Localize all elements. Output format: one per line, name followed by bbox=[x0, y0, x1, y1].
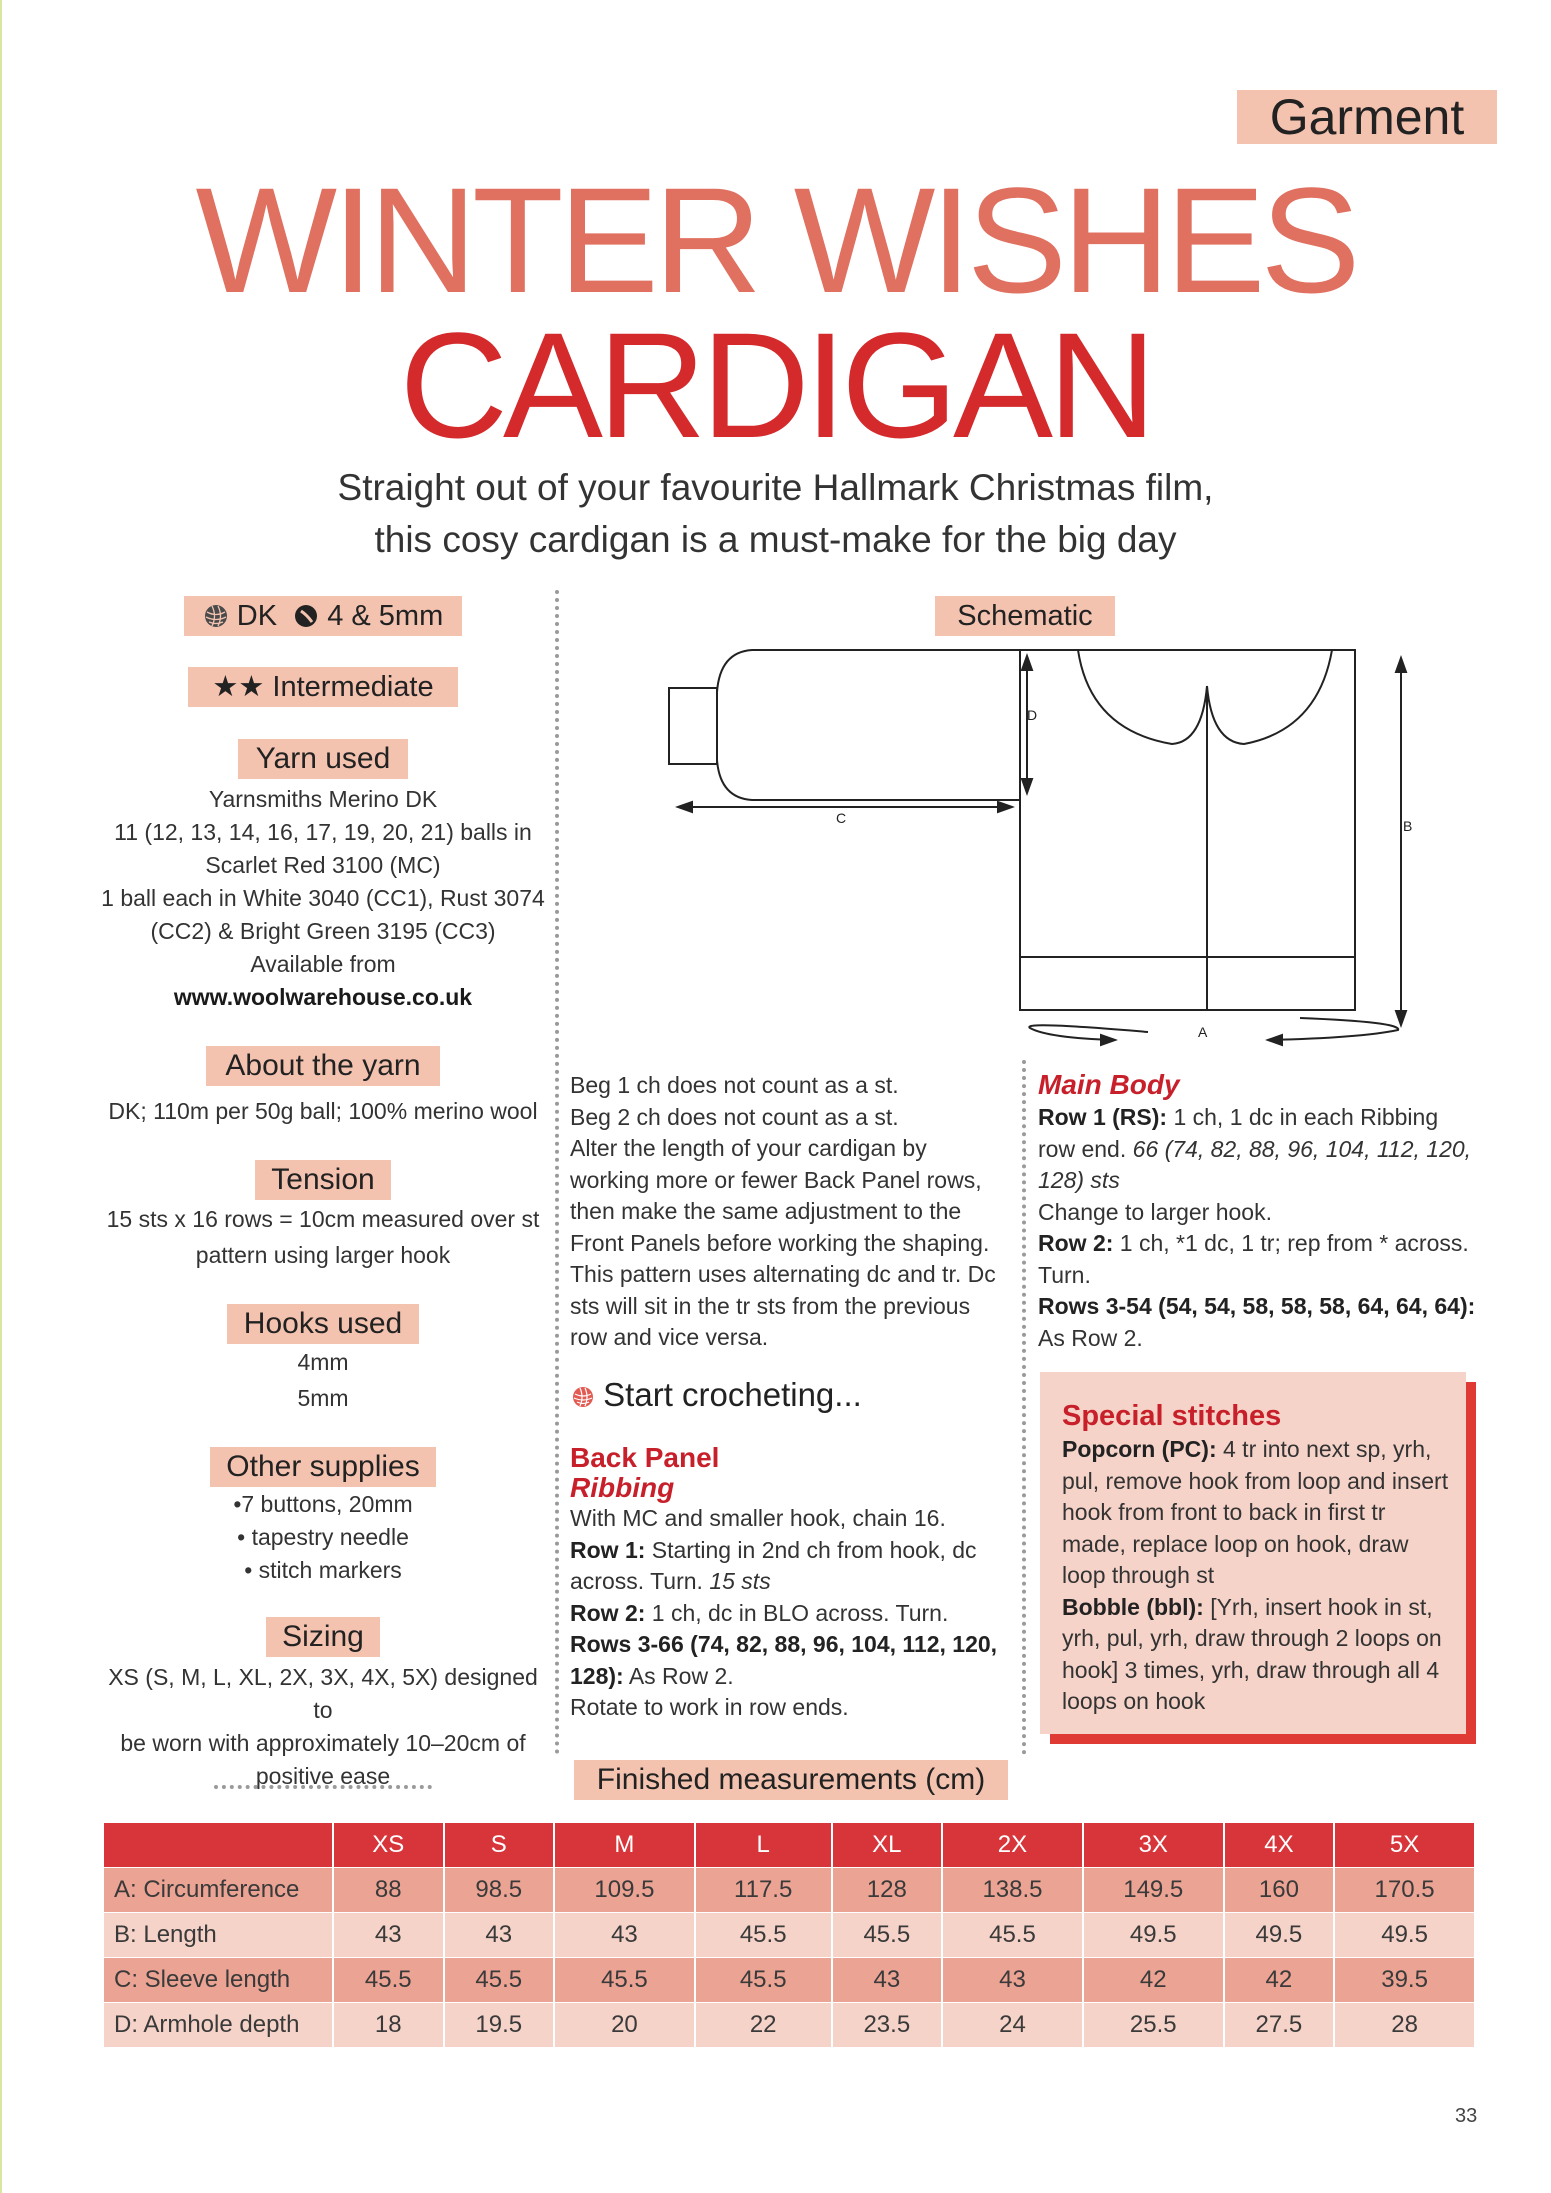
about-yarn-heading: About the yarn bbox=[206, 1046, 440, 1086]
label-a: A bbox=[1198, 1024, 1208, 1040]
main-body-column bbox=[1038, 1068, 1478, 1354]
page-title-line2: CARDIGAN bbox=[399, 301, 1152, 469]
label-b: B bbox=[1403, 818, 1413, 834]
table-cell: 88 bbox=[333, 1868, 444, 1913]
table-cell: 170.5 bbox=[1334, 1868, 1475, 1913]
ribbing-rows3 bbox=[570, 1629, 1010, 1692]
sizing-line: positive ease bbox=[255, 1763, 391, 1789]
note-line: This pattern uses alternating dc and tr. Dc sts will sit in the tr sts from the previous row and vice versa. bbox=[570, 1261, 996, 1350]
table-cell: 109.5 bbox=[554, 1868, 695, 1913]
label-d: D bbox=[1027, 707, 1038, 723]
page-number: 33 bbox=[1455, 2105, 1478, 2127]
size-header: XL bbox=[832, 1823, 943, 1868]
table-cell: 39.5 bbox=[1334, 1958, 1475, 2003]
row-label: D: Armhole depth bbox=[104, 2003, 333, 2048]
hooks-text bbox=[96, 1344, 550, 1416]
row-label: Row 2: bbox=[1038, 1230, 1114, 1256]
table-cell: 22 bbox=[695, 2003, 832, 2048]
note-line: Alter the length of your cardigan by working more or fewer Back Panel rows, then make the same adjustment to the Front Panels before working the shaping. bbox=[570, 1135, 990, 1256]
yarn-line: 1 ball each in White 3040 (CC1), Rust 3074 bbox=[101, 885, 545, 911]
table-cell: 128 bbox=[832, 1868, 943, 1913]
size-header: M bbox=[554, 1823, 695, 1868]
size-header: 2X bbox=[942, 1823, 1083, 1868]
table-cell: 43 bbox=[942, 1958, 1083, 2003]
subtitle-line1: Straight out of your favourite Hallmark Christmas film, bbox=[337, 467, 1214, 508]
tension-line: 15 sts x 16 rows = 10cm measured over st bbox=[106, 1206, 540, 1232]
table-cell: 45.5 bbox=[444, 1958, 555, 2003]
table-cell: 149.5 bbox=[1083, 1868, 1224, 1913]
table-cell: 25.5 bbox=[1083, 2003, 1224, 2048]
table-row bbox=[104, 1958, 1475, 2003]
yarn-line: Yarnsmiths Merino DK bbox=[208, 786, 438, 812]
main-row1 bbox=[1038, 1102, 1478, 1197]
table-row bbox=[104, 1868, 1475, 1913]
table-cell: 28 bbox=[1334, 2003, 1475, 2048]
table-cell: 49.5 bbox=[1083, 1913, 1224, 1958]
supply-item: • tapestry needle bbox=[237, 1524, 409, 1550]
table-cell: 45.5 bbox=[695, 1913, 832, 1958]
difficulty-level: Intermediate bbox=[272, 671, 434, 703]
table-cell: 42 bbox=[1083, 1958, 1224, 2003]
table-cell: 42 bbox=[1224, 1958, 1335, 2003]
table-cell: 160 bbox=[1224, 1868, 1335, 1913]
hook-line: 5mm bbox=[297, 1385, 349, 1411]
table-row bbox=[104, 1913, 1475, 1958]
tension-heading: Tension bbox=[255, 1160, 391, 1200]
yarn-weight: DK bbox=[236, 600, 278, 632]
stitch-text: 4 tr into next sp, yrh, pul, remove hook from loop and insert hook from front to back in first tr made, replace loop on hook, draw loop through st bbox=[1062, 1436, 1449, 1588]
row-label: C: Sleeve length bbox=[104, 1958, 333, 2003]
table-cell: 18 bbox=[333, 2003, 444, 2048]
row-label: Row 2: bbox=[570, 1599, 646, 1626]
yarn-ball-icon bbox=[203, 600, 229, 640]
hooks-heading: Hooks used bbox=[227, 1304, 419, 1344]
back-panel-column bbox=[570, 1443, 1010, 1724]
hook-line: 4mm bbox=[297, 1349, 349, 1375]
sizing-heading: Sizing bbox=[266, 1617, 380, 1657]
about-yarn-text: DK; 110m per 50g ball; 100% merino wool bbox=[108, 1098, 538, 1124]
table-cell: 117.5 bbox=[695, 1868, 832, 1913]
table-cell: 45.5 bbox=[832, 1913, 943, 1958]
notes-column bbox=[570, 1070, 1010, 1354]
table-cell: 19.5 bbox=[444, 2003, 555, 2048]
page-title-line1: WINTER WISHES bbox=[195, 156, 1356, 324]
table-cell: 24 bbox=[942, 2003, 1083, 2048]
row-label: Rows 3-54 (54, 54, 58, 58, 58, 64, 64, 64): bbox=[1038, 1293, 1476, 1319]
spec-badge bbox=[184, 596, 462, 636]
yarn-used-heading: Yarn used bbox=[238, 739, 408, 779]
tension-line: pattern using larger hook bbox=[195, 1242, 451, 1268]
supplies-heading: Other supplies bbox=[210, 1447, 436, 1487]
table-cell: 49.5 bbox=[1334, 1913, 1475, 1958]
row-text: Starting in 2nd ch from hook, dc across. Turn. bbox=[570, 1536, 977, 1594]
schematic-diagram bbox=[660, 640, 1430, 1050]
size-header: L bbox=[695, 1823, 832, 1868]
sizing-text bbox=[96, 1661, 550, 1793]
special-stitches-text bbox=[1062, 1398, 1452, 1718]
table-cell: 27.5 bbox=[1224, 2003, 1335, 2048]
row-text: 1 ch, 1 dc in each Ribbing row end. bbox=[1038, 1104, 1439, 1162]
row-text: 1 ch, *1 dc, 1 tr; rep from * across. Turn. bbox=[1038, 1230, 1469, 1288]
table-cell: 43 bbox=[333, 1913, 444, 1958]
measurements-table bbox=[104, 1823, 1476, 2048]
difficulty-stars: ★★ bbox=[212, 671, 265, 703]
yarn-used-text bbox=[96, 783, 550, 1014]
table-cell: 43 bbox=[444, 1913, 555, 1958]
yarn-line: 11 (12, 13, 14, 16, 17, 19, 20, 21) balls in bbox=[114, 819, 532, 845]
table-cell: 45.5 bbox=[333, 1958, 444, 2003]
sizing-line: be worn with approximately 10–20cm of bbox=[120, 1730, 526, 1756]
hook-size: 4 & 5mm bbox=[327, 600, 444, 632]
table-cell: 138.5 bbox=[942, 1868, 1083, 1913]
table-cell: 49.5 bbox=[1224, 1913, 1335, 1958]
supplies-text bbox=[96, 1488, 550, 1587]
ribbing-row2 bbox=[570, 1598, 1010, 1630]
main-change: Change to larger hook. bbox=[1038, 1198, 1272, 1225]
stitch-label: Popcorn (PC): bbox=[1062, 1436, 1217, 1462]
schematic-heading: Schematic bbox=[935, 596, 1115, 636]
table-corner bbox=[104, 1823, 333, 1868]
table-cell: 45.5 bbox=[554, 1958, 695, 2003]
popcorn-def bbox=[1062, 1434, 1452, 1592]
table-cell: 98.5 bbox=[444, 1868, 555, 1913]
row-count: 66 (74, 82, 88, 96, 104, 112, 120, 128) sts bbox=[1038, 1135, 1472, 1193]
row-text: As Row 2. bbox=[1038, 1324, 1143, 1351]
note-line: Beg 2 ch does not count as a st. bbox=[570, 1103, 899, 1130]
table-cell: 43 bbox=[554, 1913, 695, 1958]
supply-item: •7 buttons, 20mm bbox=[233, 1491, 413, 1517]
stitch-label: Bobble (bbl): bbox=[1062, 1593, 1204, 1620]
main-row2 bbox=[1038, 1228, 1478, 1291]
row-text: 1 ch, dc in BLO across. Turn. bbox=[651, 1599, 949, 1626]
special-heading: Special stitches bbox=[1062, 1400, 1282, 1432]
hook-icon bbox=[293, 600, 319, 640]
main-body-heading: Main Body bbox=[1038, 1069, 1180, 1100]
sidebar-divider bbox=[214, 1785, 432, 1789]
size-header: S bbox=[444, 1823, 555, 1868]
subtitle bbox=[0, 462, 1551, 566]
start-heading-text: Start crocheting... bbox=[603, 1376, 862, 1413]
ribbing-row1 bbox=[570, 1535, 1010, 1598]
note-line: Beg 1 ch does not count as a st. bbox=[570, 1072, 899, 1098]
column-divider-left bbox=[555, 590, 559, 1755]
row-count: 15 sts bbox=[709, 1568, 771, 1594]
table-cell: 43 bbox=[832, 1958, 943, 2003]
size-header: 4X bbox=[1224, 1823, 1335, 1868]
measurements-heading: Finished measurements (cm) bbox=[574, 1760, 1008, 1800]
table-cell: 45.5 bbox=[695, 1958, 832, 2003]
ribbing-heading: Ribbing bbox=[570, 1472, 675, 1503]
row-text: As Row 2. bbox=[628, 1662, 734, 1689]
special-stitches-box bbox=[1040, 1372, 1466, 1734]
yarn-line: Scarlet Red 3100 (MC) bbox=[205, 852, 441, 878]
bobble-def bbox=[1062, 1592, 1452, 1718]
row-label: A: Circumference bbox=[104, 1868, 333, 1913]
yarn-line: (CC2) & Bright Green 3195 (CC3) bbox=[150, 918, 496, 944]
label-c: C bbox=[836, 810, 847, 826]
tension-text bbox=[96, 1201, 550, 1273]
row-label: Rows 3-66 (74, 82, 88, 96, 104, 112, 120, 128): bbox=[570, 1631, 998, 1689]
ribbing-rotate: Rotate to work in row ends. bbox=[570, 1694, 849, 1720]
supply-item: • stitch markers bbox=[244, 1557, 402, 1583]
row-label: Row 1: bbox=[570, 1536, 646, 1563]
yarn-ball-icon bbox=[572, 1375, 594, 1419]
size-header: 3X bbox=[1083, 1823, 1224, 1868]
size-header: XS bbox=[333, 1823, 444, 1868]
ribbing-intro: With MC and smaller hook, chain 16. bbox=[570, 1505, 946, 1531]
row-label: Row 1 (RS): bbox=[1038, 1104, 1168, 1130]
size-header: 5X bbox=[1334, 1823, 1475, 1868]
stitch-text: [Yrh, insert hook in st, yrh, pul, yrh, draw through 2 loops on hook] 3 times, yrh, draw through all 4 loops on hook bbox=[1062, 1593, 1442, 1714]
table-row bbox=[104, 2003, 1475, 2048]
column-divider-right bbox=[1022, 1060, 1026, 1755]
start-crocheting-heading bbox=[572, 1373, 862, 1419]
main-rows3 bbox=[1038, 1291, 1478, 1354]
table-cell: 45.5 bbox=[942, 1913, 1083, 1958]
supplier-link[interactable]: www.woolwarehouse.co.uk bbox=[173, 984, 473, 1010]
table-header-row bbox=[104, 1823, 1475, 1868]
row-label: B: Length bbox=[104, 1913, 333, 1958]
subtitle-line2: this cosy cardigan is a must-make for the big day bbox=[374, 519, 1177, 560]
table-cell: 20 bbox=[554, 2003, 695, 2048]
yarn-line: Available from bbox=[250, 951, 396, 977]
section-tag: Garment bbox=[1237, 90, 1497, 144]
back-panel-heading: Back Panel bbox=[570, 1442, 720, 1473]
difficulty-badge bbox=[188, 667, 458, 707]
table-cell: 23.5 bbox=[832, 2003, 943, 2048]
sizing-line: XS (S, M, L, XL, 2X, 3X, 4X, 5X) designed to bbox=[108, 1664, 538, 1723]
